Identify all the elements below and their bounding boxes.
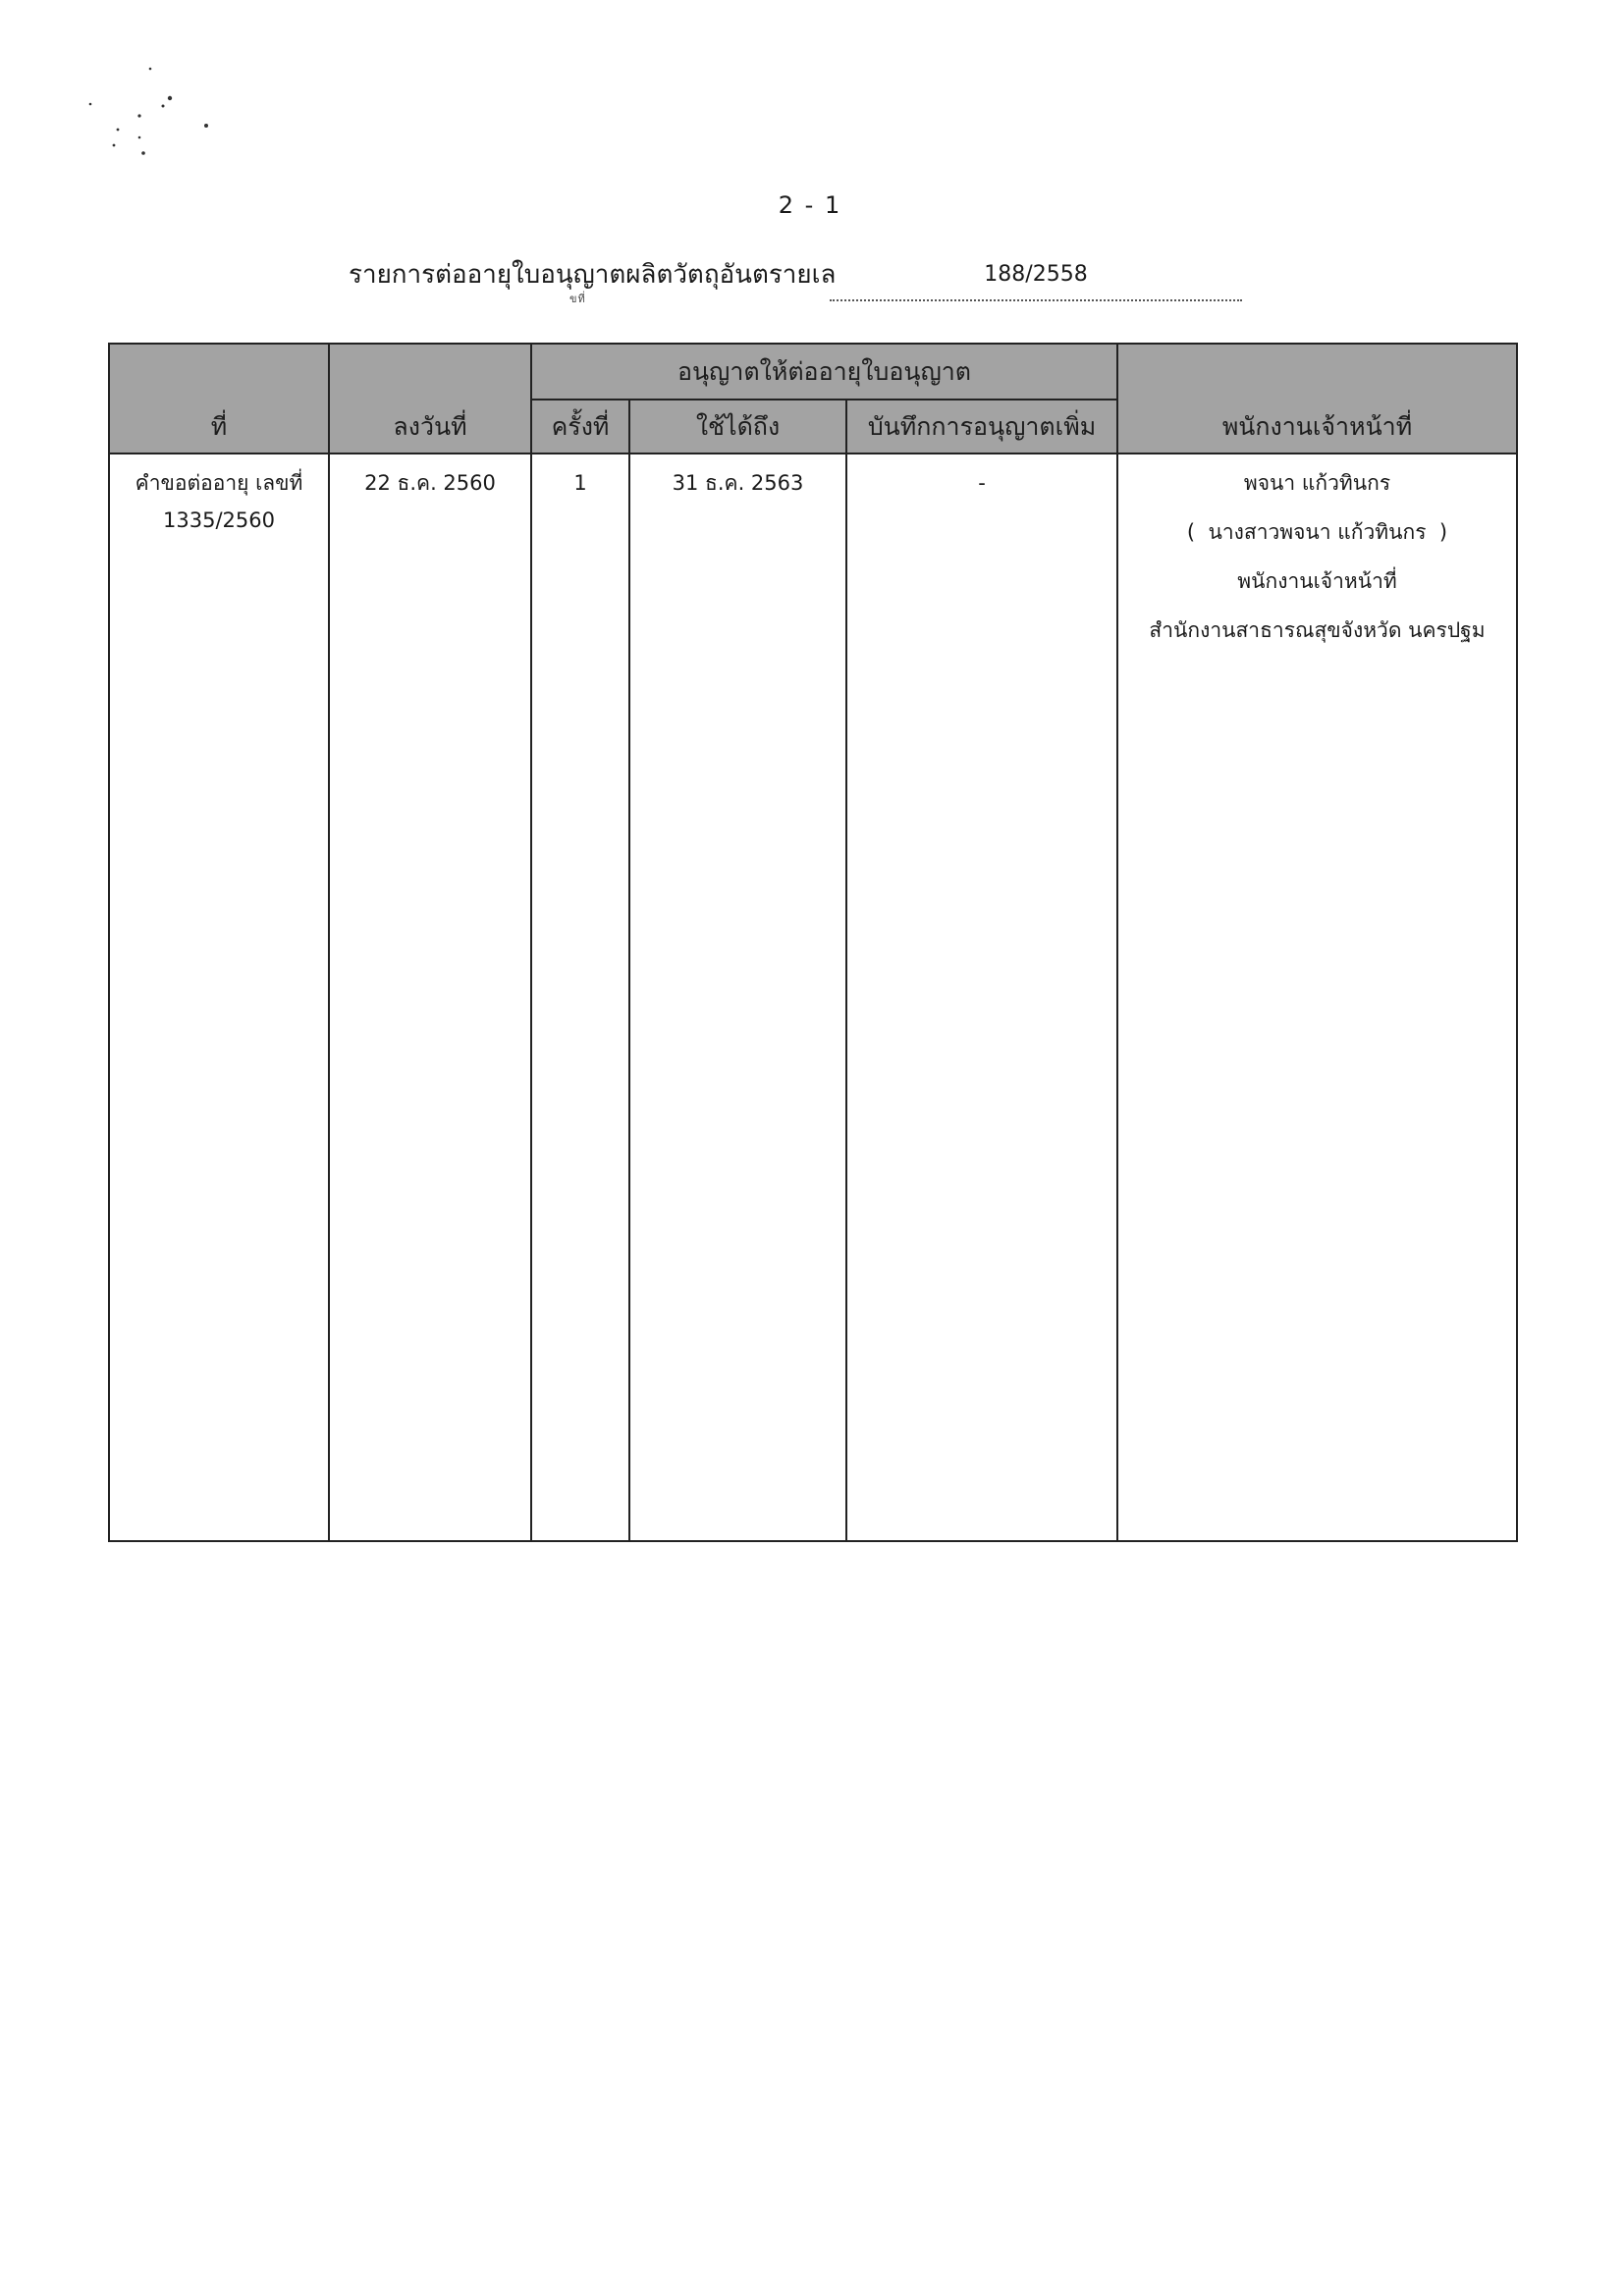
header-officer: พนักงานเจ้าหน้าที่ bbox=[1117, 344, 1517, 454]
valid-until-date: 31 ธ.ค. 2563 bbox=[672, 471, 804, 495]
title-overflow-text: ขที่ bbox=[569, 293, 586, 305]
open-paren: ( bbox=[1186, 520, 1196, 544]
additional-note: - bbox=[978, 471, 986, 495]
header-no: ที่ bbox=[109, 344, 329, 454]
scan-specks bbox=[79, 59, 236, 167]
issue-date: 22 ธ.ค. 2560 bbox=[364, 471, 496, 495]
table-row bbox=[109, 454, 1517, 1541]
request-number: 1335/2560 bbox=[163, 508, 275, 532]
title-text: รายการต่ออายุใบอนุญาตผลิตวัตถุอันตรายเล bbox=[349, 260, 837, 290]
officer-full-name: นางสาวพจนา แก้วทินกร bbox=[1208, 520, 1427, 544]
header-valid-until: ใช้ได้ถึง bbox=[629, 400, 846, 454]
officer-position: พนักงานเจ้าหน้าที่ bbox=[1237, 569, 1397, 593]
cell-valid-until bbox=[629, 454, 846, 1541]
header-additional-note: บันทึกการอนุญาตเพิ่ม bbox=[846, 400, 1117, 454]
renewal-times: 1 bbox=[573, 471, 587, 495]
license-number-field bbox=[830, 250, 1242, 301]
header-times: ครั้งที่ bbox=[531, 400, 629, 454]
page-number: 2 - 1 bbox=[778, 191, 842, 219]
officer-full-name-line bbox=[1118, 513, 1516, 551]
header-renewal-group: อนุญาตให้ต่ออายุใบอนุญาต bbox=[531, 344, 1117, 400]
license-number: 188/2558 bbox=[984, 262, 1088, 287]
renewal-table bbox=[108, 343, 1518, 1542]
close-paren: ) bbox=[1438, 520, 1448, 544]
cell-times bbox=[531, 454, 629, 1541]
officer-signature-name: พจนา แก้วทินกร bbox=[1243, 471, 1391, 495]
cell-no bbox=[109, 454, 329, 1541]
cell-additional-note bbox=[846, 454, 1117, 1541]
cell-date bbox=[329, 454, 531, 1541]
document-title bbox=[349, 250, 1252, 309]
cell-officer bbox=[1117, 454, 1517, 1541]
header-date: ลงวันที่ bbox=[329, 344, 531, 454]
officer-office: สำนักงานสาธารณสุขจังหวัด นครปฐม bbox=[1149, 618, 1486, 642]
request-label: คำขอต่ออายุ เลขที่ bbox=[135, 471, 303, 495]
